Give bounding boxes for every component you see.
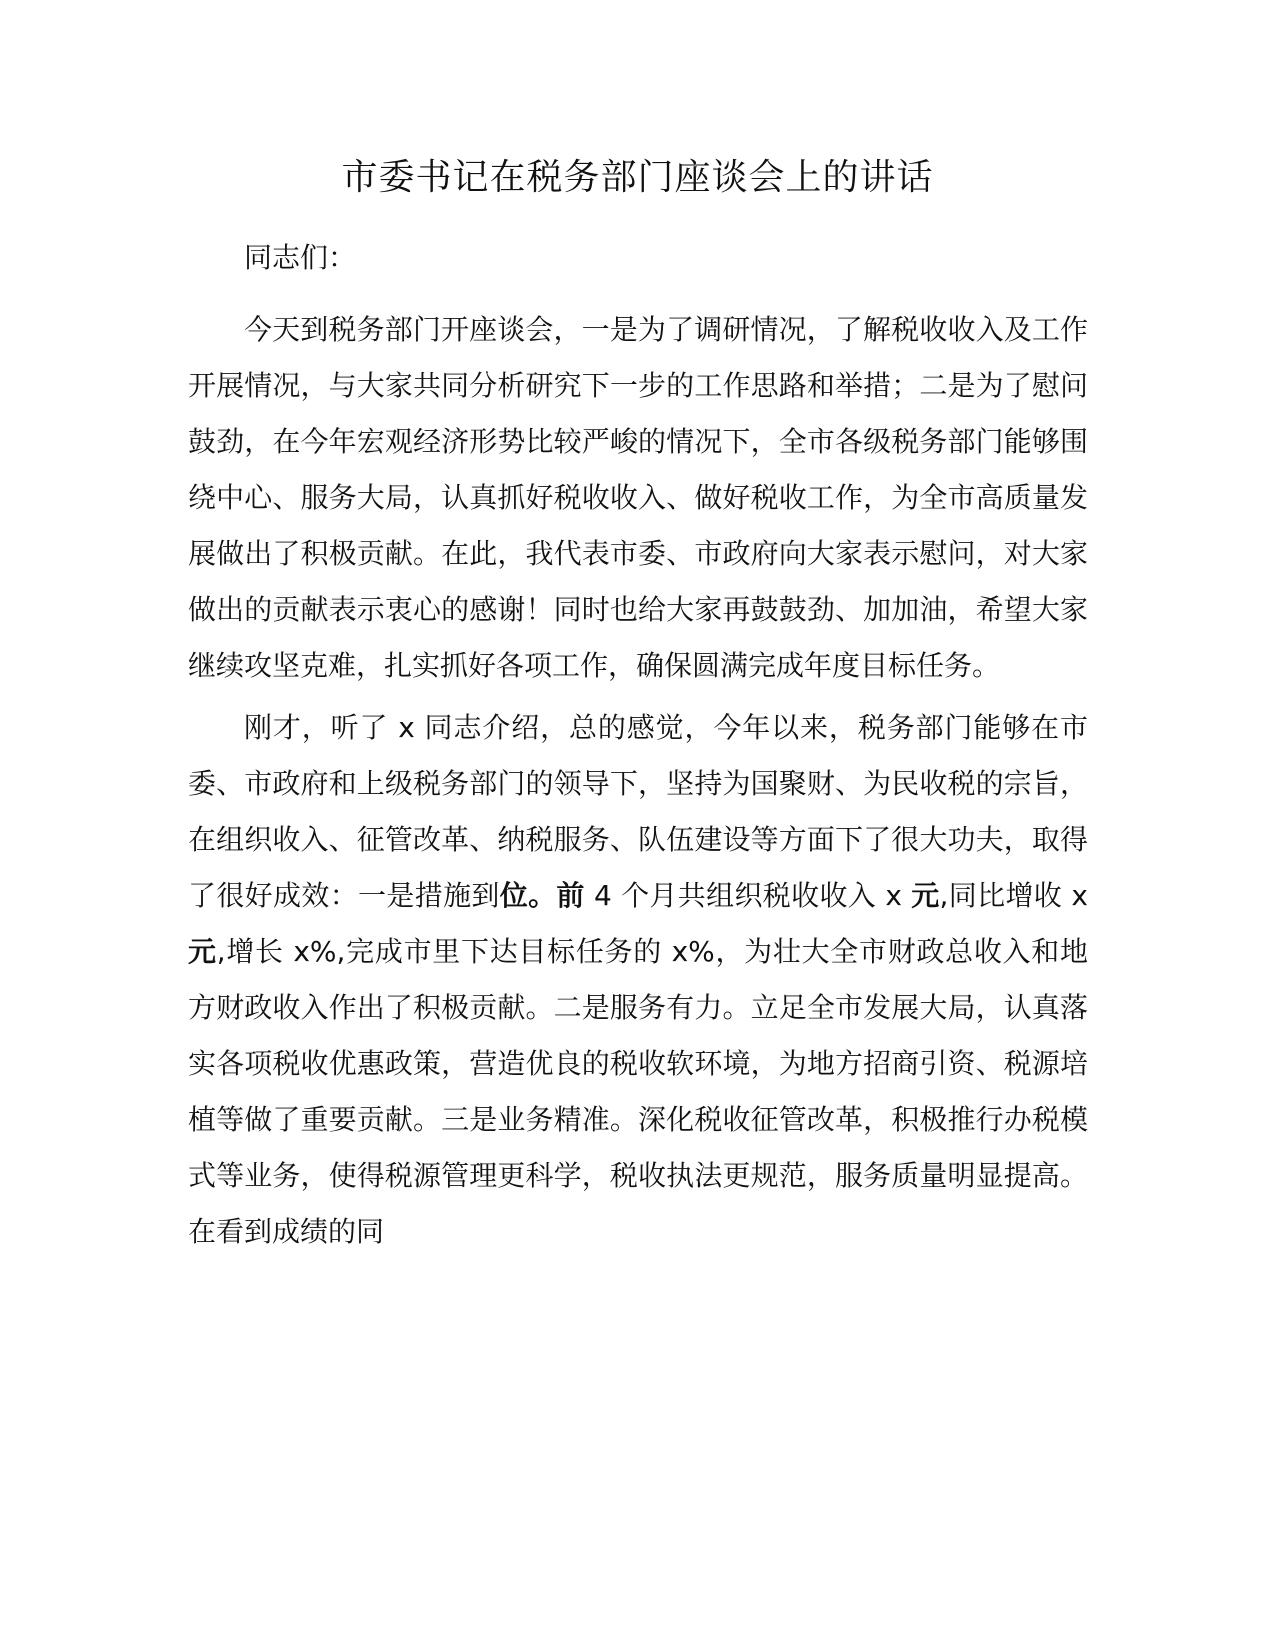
paragraph-2-bold-text: 元 xyxy=(188,935,217,968)
paragraph-1: 今天到税务部门开座谈会，一是为了调研情况，了解税收收入及工作开展情况，与大家共同分析研究下一步的工作思路和举措；二是为了慰问鼓劲，在今年宏观经济形势比较严峻的情况下，全市各级税务部门能够围绕中心、服务大局，认真抓好税收收入、做好税收工作，为全市高质量发展做出了积极贡献。在此，我代表市委、市政府向大家表示慰问，对大家做出的贡献表示衷心的感谢！同时也给大家再鼓鼓劲、加加油，希望大家继续攻坚克难，扎实抓好各项工作，确保圆满完成年度目标任务。 xyxy=(188,313,1088,682)
paragraph-2-bold-text: 元 xyxy=(911,879,940,912)
document-title: 市委书记在税务部门座谈会上的讲话 xyxy=(341,157,934,198)
paragraph-2-bold-text: 位。前 xyxy=(499,879,585,912)
paragraph-2-text: ,同比增收 x xyxy=(939,879,1088,912)
paragraph-2-text: ,增长 x%,完成市里下达目标任务的 x%，为壮大全市财政总收入和地方财政收入作出了积极贡献。二是服务有力。立足全市发展大局，认真落实各项税收优惠政策，营造优良的税收软环境，为地方招商引资、税源培植等做了重要贡献。三是业务精准。深化税收征管改革，积极推行办税模式等业务，使得税源管理更科学，税收执法更规范，服务质量明显提高。在看到成绩的同 xyxy=(188,935,1088,1248)
paragraph-2-text: 4 个月共组织税收收入 x xyxy=(584,879,912,912)
greeting: 同志们： xyxy=(244,241,357,274)
document-body xyxy=(188,230,1088,1266)
paragraph-2-text: 刚才，听了 x 同志介绍，总的感觉，今年以来，税务部门能够在市委、市政府和上级税务部门的领导下，坚持为国聚财、为民收税的宗旨，在组织收入、征管改革、纳税服务、队伍建设等方面下了很大功夫，取得了很好成效：一是措施到 xyxy=(188,711,1088,912)
paragraph-2 xyxy=(188,700,1088,1260)
